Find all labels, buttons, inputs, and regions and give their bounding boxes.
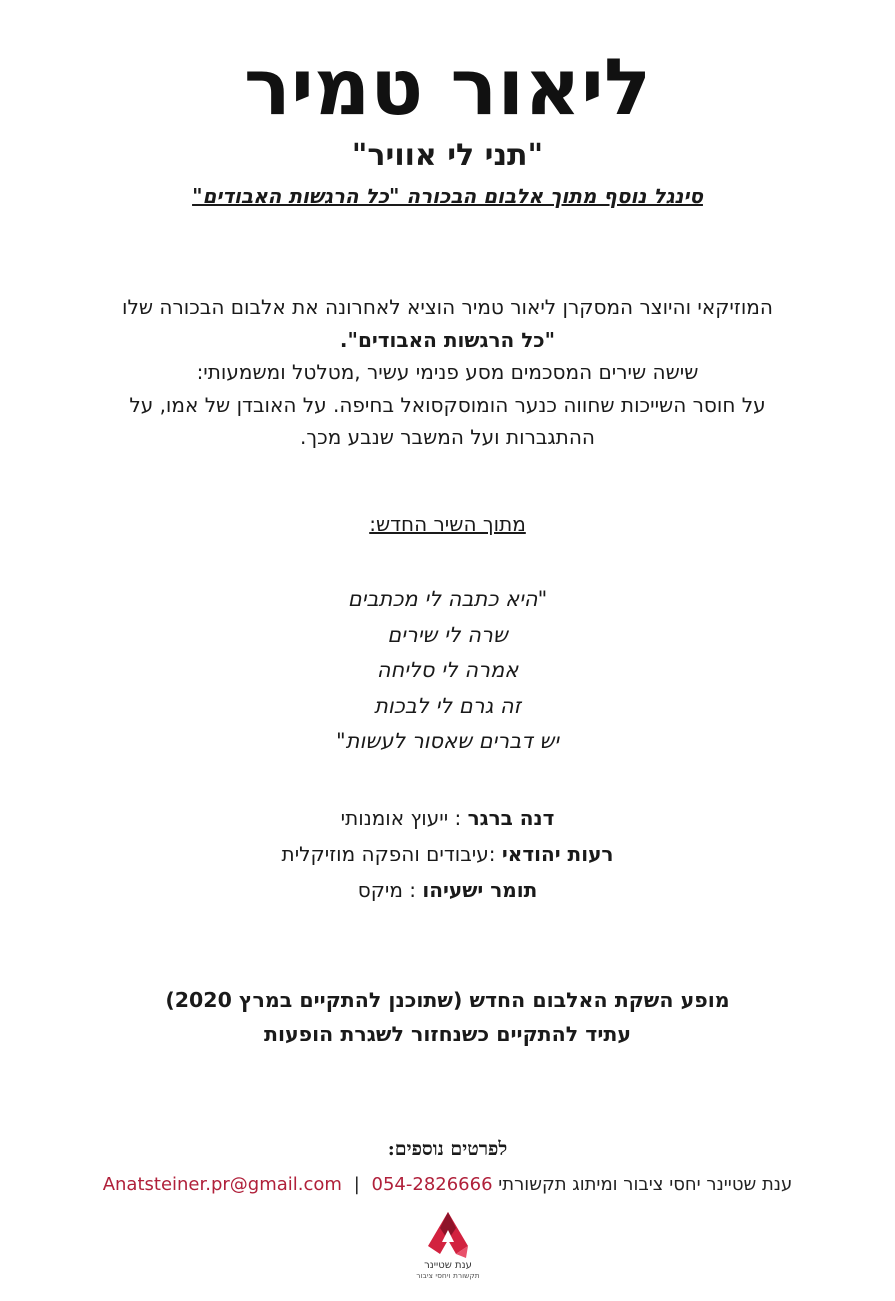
agency-logo [412,1210,484,1292]
logo-tagline: תקשורת ויחסי ציבור [416,1271,480,1280]
credits-list [0,800,895,908]
intro-line: ההתגברות ועל המשבר שנבע מכך. [300,425,595,449]
lyrics-line: "היא כתבה לי מכתבים [347,587,548,611]
credit-role: : מיקס [357,878,423,902]
credit-item [0,872,895,908]
lyrics-line: זה גרם לי לבכות [374,693,521,718]
lyrics-block [0,582,895,760]
phone-number[interactable]: 054-2826666 [371,1174,493,1195]
credit-name: תומר ישעיהו [422,878,538,902]
album-name: "כל הרגשות האבודים". [339,327,556,352]
credit-name: דנה ברגר [467,806,555,830]
agency-name: ענת שטיינר יחסי ציבור ומיתוג תקשורתי [498,1174,793,1195]
contact-line [0,1170,895,1200]
credit-item [0,800,895,836]
credit-role: :עיבודים והפקה מוזיקלית [281,842,502,866]
release-notice [0,983,895,1051]
song-title: "תני לי אוויר" [351,138,544,173]
lyrics-line: יש דברים שאסור לעשות" [336,729,559,753]
email-link[interactable]: Anatsteiner.pr@gmail.com [102,1174,342,1195]
intro-line: שישה שירים המסכמים מסע פנימי עשיר ,מטלטל ומשמעותי: [196,360,699,384]
subtitle: סינגל נוסף מתוך אלבום הבכורה "כל הרגשות האבודים" [192,184,703,208]
credit-role: : ייעוץ אומנותי [340,806,468,830]
credit-item [0,836,895,872]
credit-name: רעות יהודאי [501,842,614,866]
page-title: ליאור טמיר [243,43,652,133]
separator: | [353,1174,360,1195]
lyrics-line: שרה לי שירים [387,622,508,647]
lyrics-heading: מתוך השיר החדש: [369,512,526,536]
intro-line: המוזיקאי והיוצר המסקרן ליאור טמיר הוציא לאחרונה את אלבום הבכורה שלו [122,295,773,319]
intro-line: על חוסר השייכות שחווה כנער הומוסקסואל בחיפה. על האובדן של אמו, על [129,392,766,417]
release-line: עתיד להתקיים כשנחזור לשגרת הופעות [263,1022,632,1046]
intro-paragraph [40,291,855,454]
release-line: מופע השקת האלבום החדש (שתוכנן להתקיים במרץ 2020) [165,988,730,1012]
logo-mark-icon [426,1210,470,1260]
lyrics-line: אמרה לי סליחה [376,658,519,682]
contact-heading: לפרטים נוספים: [387,1138,508,1160]
logo-name: ענת שטיינר [424,1260,472,1271]
